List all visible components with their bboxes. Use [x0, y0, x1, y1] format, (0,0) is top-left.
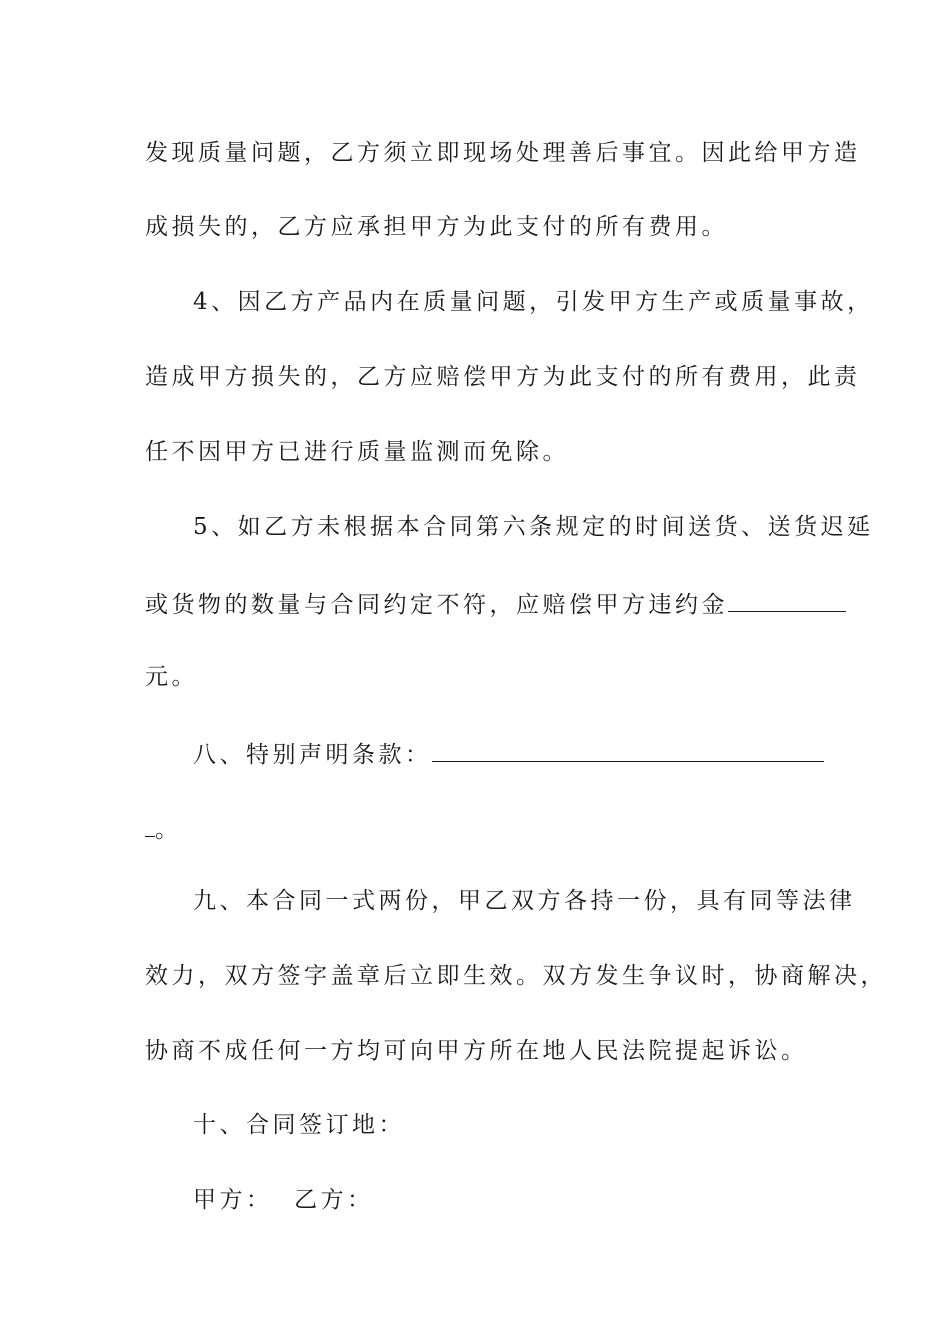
clause-4-line-2: 造成甲方损失的，乙方应赔偿甲方为此支付的所有费用，此责	[145, 364, 861, 390]
text-line-1: 发现质量问题，乙方须立即现场处理善后事宜。因此给甲方造	[145, 140, 861, 166]
clause-4-line-3: 任不因甲方已进行质量监测而免除。	[145, 439, 569, 465]
text-line-2: 成损失的，乙方应承担甲方为此支付的所有费用。	[145, 214, 728, 240]
party-signatures: 甲方： 乙方：	[193, 1187, 374, 1213]
clause-5-line-2	[145, 587, 846, 620]
clause-9-line-3: 协商不成任何一方均可向甲方所在地人民法院提起诉讼。	[145, 1038, 808, 1064]
clause-8-line-2	[145, 812, 182, 845]
clause-4-line-1: 4、因乙方产品内在质量问题，引发甲方生产或质量事故，	[193, 289, 874, 315]
clause-10-signing-place: 十、合同签订地：	[193, 1112, 405, 1138]
clause-5-line-1: 5、如乙方未根据本合同第六条规定的时间送货、送货迟延	[193, 514, 874, 540]
special-terms-blank	[432, 737, 824, 762]
clause-8-label: 八、特别声明条款：	[193, 742, 432, 768]
special-terms-blank-continued	[145, 812, 155, 837]
clause-8-end: 。	[155, 817, 182, 843]
clause-5-line-3: 元。	[145, 664, 198, 690]
clause-9-line-1: 九、本合同一式两份，甲乙双方各持一份，具有同等法律	[193, 888, 856, 914]
clause-9-line-2: 效力，双方签字盖章后立即生效。双方发生争议时，协商解决，	[145, 963, 887, 989]
clause-8-line-1	[193, 737, 824, 770]
clause-5-line-2-text: 或货物的数量与合同约定不符，应赔偿甲方违约金	[145, 592, 728, 618]
penalty-amount-blank	[728, 587, 846, 612]
